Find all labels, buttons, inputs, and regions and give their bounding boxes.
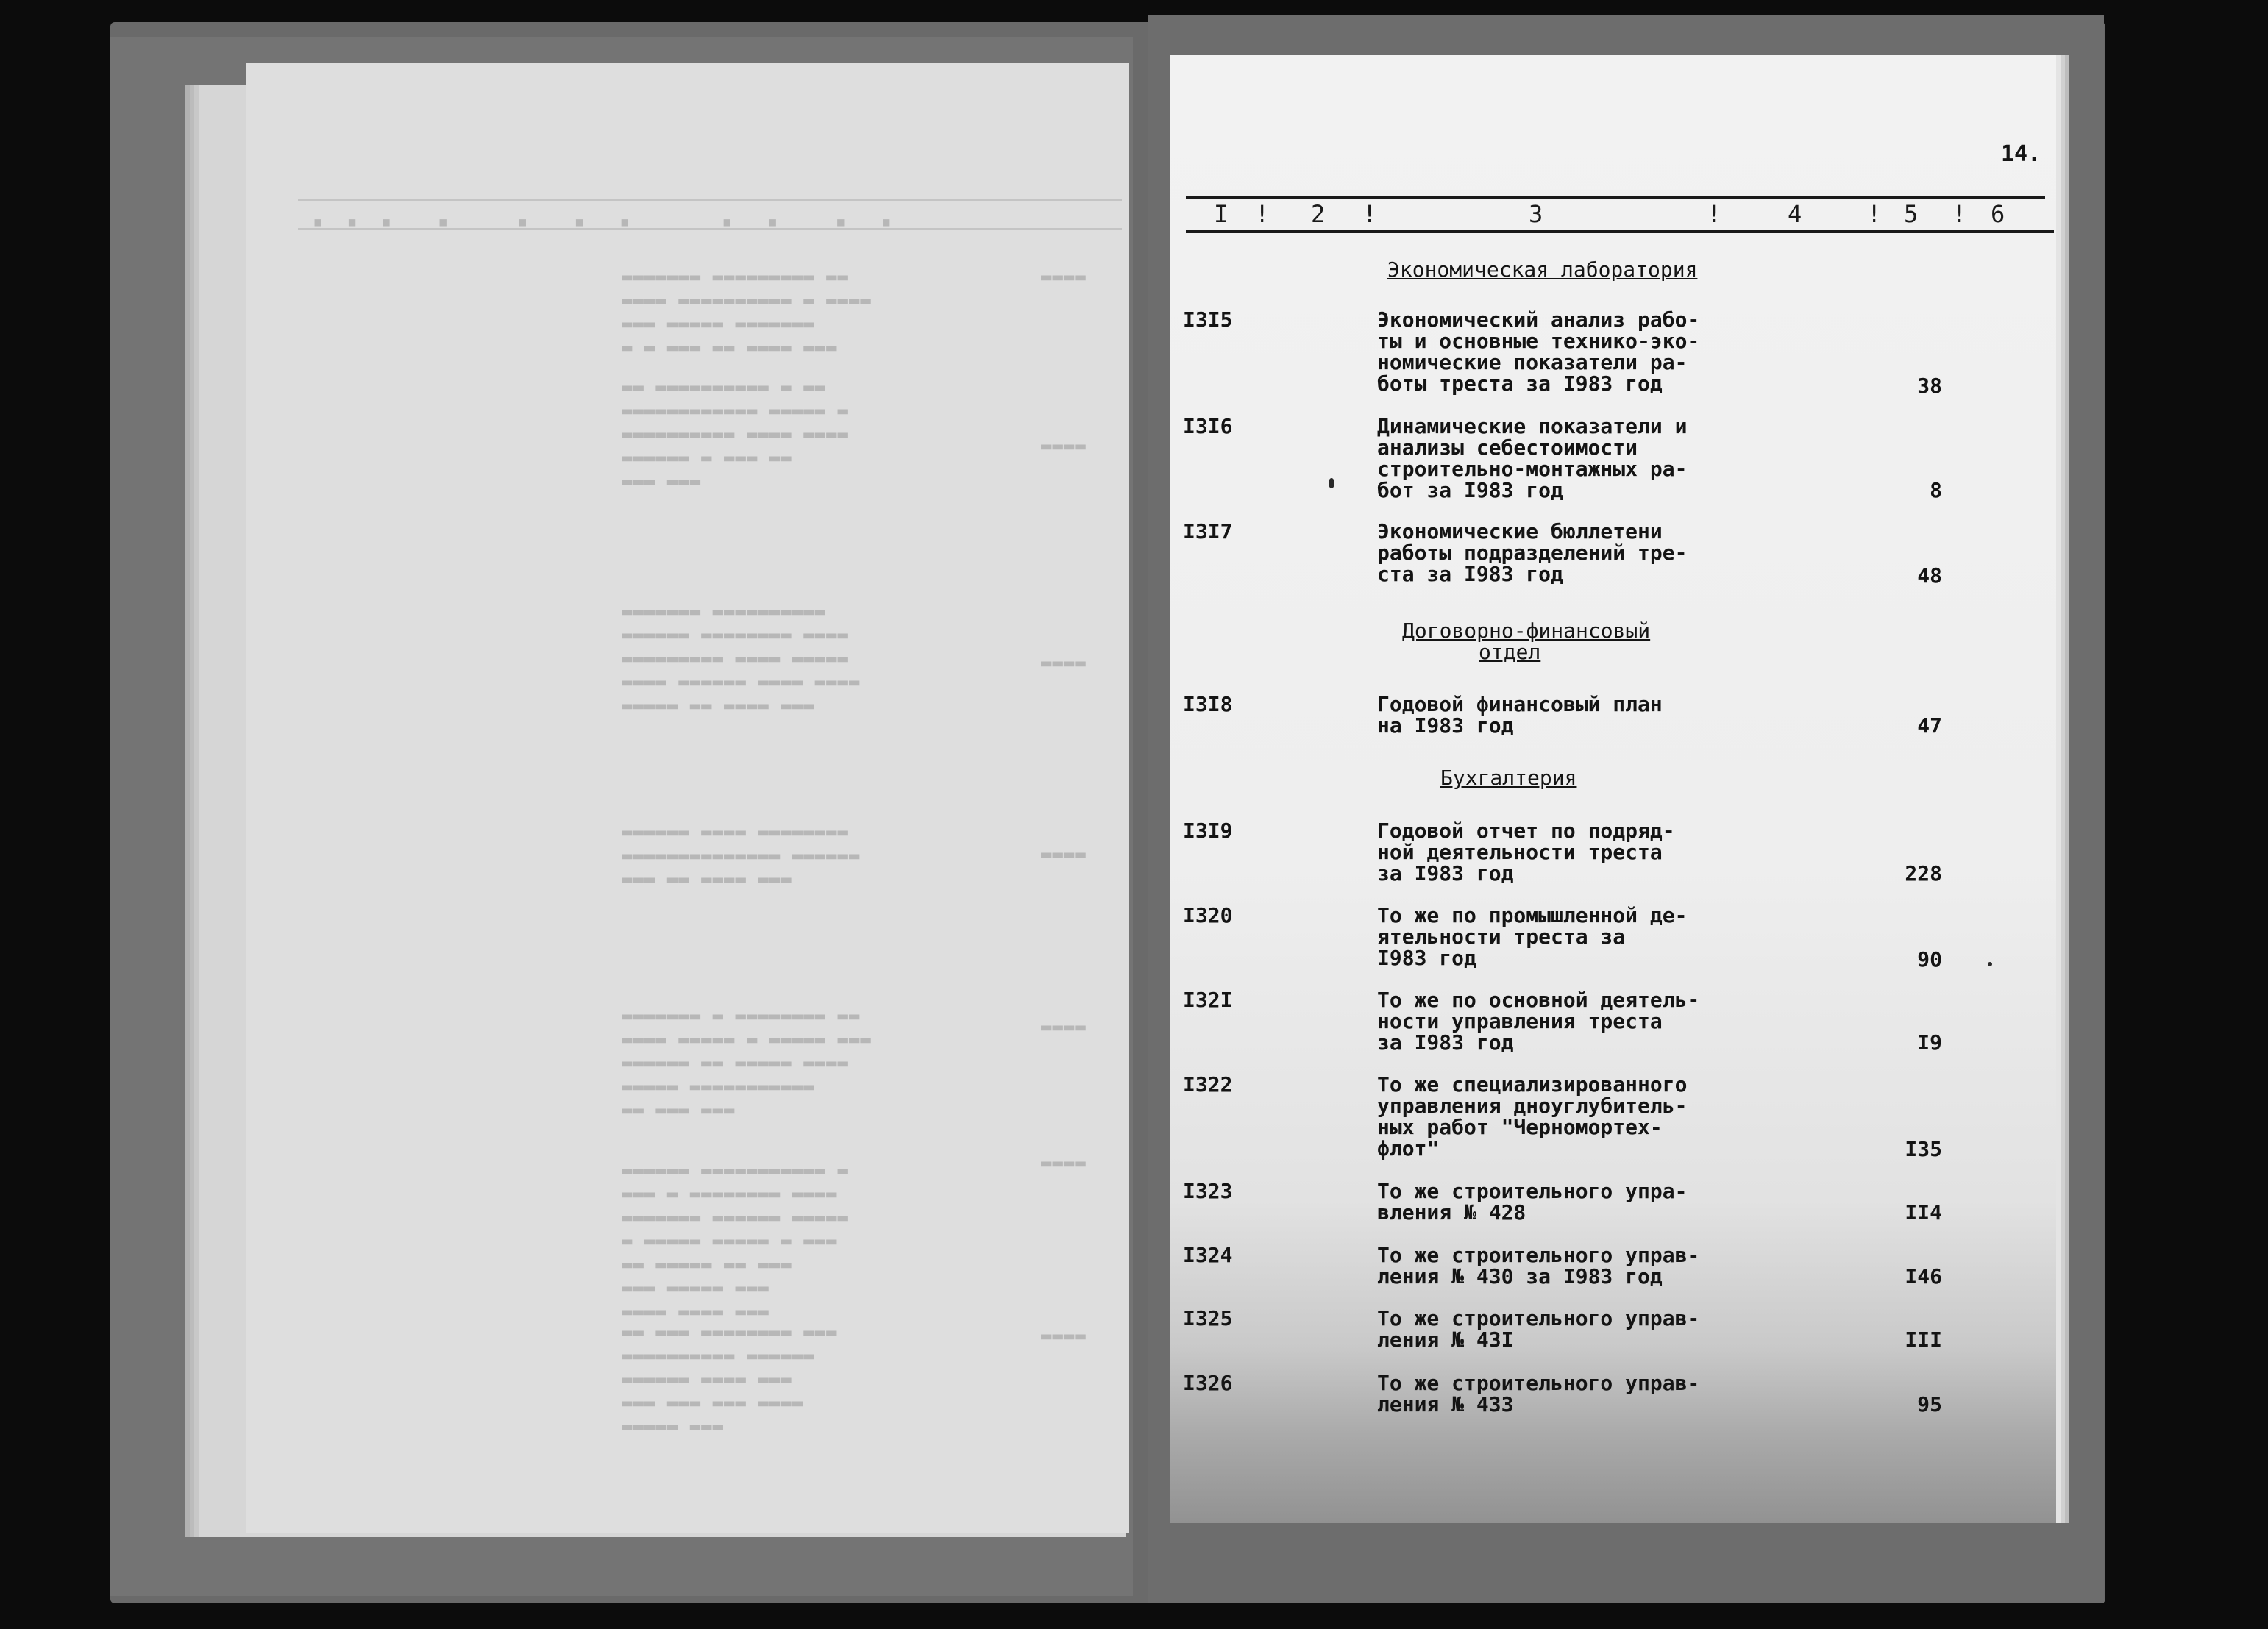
sheet-count: 95 bbox=[1917, 1392, 1942, 1416]
file-title-line: бот за I983 год bbox=[1377, 478, 1563, 502]
file-title-line: То же строительного управ- bbox=[1377, 1306, 1700, 1330]
file-title-line: Экономический анализ рабо- bbox=[1377, 307, 1700, 332]
file-title-line: То же по промышленной де- bbox=[1377, 903, 1688, 927]
column-separator: ! bbox=[1867, 200, 1882, 228]
left-ghost-numbers: ▬▬▬▬ bbox=[1041, 1325, 1087, 1346]
sheet-count: 48 bbox=[1917, 563, 1942, 588]
file-title-line: ления № 433 bbox=[1377, 1392, 1514, 1416]
left-ghost-block: ▬▬▬▬▬▬ ▬▬▬▬ ▬▬▬▬▬▬▬▬ ▬▬▬▬▬▬▬▬▬▬▬▬▬▬ ▬▬▬▬▬▬ ▬▬▬ ▬▬ ▬▬▬▬ ▬▬▬ bbox=[622, 821, 861, 889]
sheet-count: I9 bbox=[1917, 1030, 1942, 1055]
left-ghost-numbers: ▬▬▬▬ bbox=[1041, 844, 1087, 864]
section-title: Договорно-финансовый bbox=[1402, 619, 1651, 643]
file-title-line: ления № 43I bbox=[1377, 1327, 1514, 1352]
file-title-line: за I983 год bbox=[1377, 1030, 1514, 1055]
file-number: I324 bbox=[1183, 1243, 1233, 1267]
file-title-line: Годовой отчет по подряд- bbox=[1377, 819, 1675, 843]
file-number: I326 bbox=[1183, 1371, 1233, 1395]
file-title-line: То же строительного упра- bbox=[1377, 1179, 1688, 1203]
file-number: I3I9 bbox=[1183, 819, 1233, 843]
file-title-line: ления № 430 за I983 год bbox=[1377, 1264, 1663, 1288]
file-title-line: Годовой финансовый план bbox=[1377, 692, 1663, 716]
sheet-count: 47 bbox=[1917, 713, 1942, 738]
column-header-5: 5 bbox=[1904, 200, 1919, 228]
file-title-line: То же специализированного bbox=[1377, 1072, 1688, 1097]
file-title-line: номические показатели ра- bbox=[1377, 350, 1688, 374]
file-number: I322 bbox=[1183, 1072, 1233, 1097]
left-ghost-block: ▬▬▬▬▬▬▬ ▬▬▬▬▬▬▬▬▬ ▬▬ ▬▬▬▬ ▬▬▬▬▬▬▬▬▬▬ ▬ ▬▬▬▬ ▬▬▬ ▬▬▬▬▬ ▬▬▬▬▬▬▬ ▬ ▬ ▬▬▬ ▬▬ ▬▬▬▬ ▬▬▬ bbox=[622, 266, 872, 357]
file-title-line: на I983 год bbox=[1377, 713, 1514, 738]
file-title-line: I983 год bbox=[1377, 946, 1476, 970]
sheet-count: 228 bbox=[1905, 861, 1942, 885]
file-title-line: ной деятельности треста bbox=[1377, 840, 1663, 864]
file-number: I320 bbox=[1183, 903, 1233, 927]
file-title-line: ста за I983 год bbox=[1377, 562, 1563, 586]
file-number: I323 bbox=[1183, 1179, 1233, 1203]
column-header-6: 6 bbox=[1991, 200, 2005, 228]
ink-speck bbox=[1329, 478, 1334, 488]
column-header-2: 2 bbox=[1311, 200, 1326, 228]
left-ghost-numbers: ▬▬▬▬ bbox=[1041, 1016, 1087, 1037]
file-title-line: ных работ "Черномортех- bbox=[1377, 1115, 1663, 1139]
left-ghost-block: ▬▬ ▬▬▬▬▬▬▬▬▬▬ ▬ ▬▬ ▬▬▬▬▬▬▬▬▬▬▬▬ ▬▬▬▬▬ ▬ ▬▬▬▬▬▬▬▬▬▬ ▬▬▬▬ ▬▬▬▬ ▬▬▬▬▬▬ ▬ ▬▬▬ ▬▬ ▬▬▬ ▬▬▬ bbox=[622, 377, 849, 491]
file-number: I3I8 bbox=[1183, 692, 1233, 716]
file-title-line: То же по основной деятель- bbox=[1377, 988, 1700, 1012]
left-ghost-header: ▪ ▪ ▪ ▪ ▪ ▪ ▪ ▪ ▪ ▪ ▪ bbox=[313, 211, 892, 232]
left-ghost-block: ▬▬▬▬▬▬ ▬▬▬▬▬▬▬▬▬▬▬ ▬ ▬▬▬ ▬ ▬▬▬▬▬▬▬▬ ▬▬▬▬ ▬▬▬▬▬▬▬ ▬▬▬▬▬▬ ▬▬▬▬▬ ▬ ▬▬▬▬▬ ▬▬▬▬▬ ▬ ▬▬▬ ▬▬ ▬▬▬▬▬ ▬▬ ▬▬▬ ▬▬▬ ▬▬▬▬▬ ▬▬▬ ▬▬▬▬ ▬▬▬▬ ▬▬▬ bbox=[622, 1160, 849, 1322]
page-number: 14. bbox=[2001, 141, 2041, 167]
file-title-line: ности управления треста bbox=[1377, 1009, 1663, 1033]
left-ghost-numbers: ▬▬▬▬ bbox=[1041, 652, 1087, 673]
left-ghost-numbers: ▬▬▬▬ bbox=[1041, 1152, 1087, 1173]
sheet-count: III bbox=[1905, 1327, 1942, 1352]
left-ghost-numbers: ▬▬▬▬ bbox=[1041, 435, 1087, 456]
sheet-count: I35 bbox=[1905, 1137, 1942, 1161]
column-header-4: 4 bbox=[1788, 200, 1802, 228]
file-number: I32I bbox=[1183, 988, 1233, 1012]
sheet-count: 8 bbox=[1930, 478, 1942, 502]
column-separator: ! bbox=[1255, 200, 1270, 228]
left-ghost-block: ▬▬ ▬▬▬ ▬▬▬▬▬▬▬▬ ▬▬▬ ▬▬▬▬▬▬▬▬▬▬ ▬▬▬▬▬▬ ▬▬▬▬▬▬ ▬▬▬▬ ▬▬▬ ▬▬▬ ▬▬▬ ▬▬▬ ▬▬▬▬ ▬▬▬▬▬ ▬▬▬ bbox=[622, 1322, 838, 1436]
left-ghost-numbers: ▬▬▬▬ bbox=[1041, 266, 1087, 287]
sheet-count: II4 bbox=[1905, 1200, 1942, 1225]
file-title-line: То же строительного управ- bbox=[1377, 1243, 1700, 1267]
sheet-count: 90 bbox=[1917, 947, 1942, 972]
file-number: I3I7 bbox=[1183, 519, 1233, 543]
left-page bbox=[246, 63, 1129, 1533]
file-title-line: ты и основные технико-эко- bbox=[1377, 329, 1700, 353]
file-title-line: Динамические показатели и bbox=[1377, 414, 1688, 438]
file-number: I3I5 bbox=[1183, 307, 1233, 332]
file-title-line: Экономические бюллетени bbox=[1377, 519, 1663, 543]
left-ghost-block: ▬▬▬▬▬▬▬ ▬ ▬▬▬▬▬▬▬▬ ▬▬ ▬▬▬▬ ▬▬▬▬▬ ▬ ▬▬▬▬▬ ▬▬▬ ▬▬▬▬▬▬ ▬▬ ▬▬▬▬▬ ▬▬▬▬ ▬▬▬▬▬ ▬▬▬▬▬▬▬▬▬▬▬ ▬▬ ▬▬▬ ▬▬▬ bbox=[622, 1005, 872, 1120]
left-ghost-block: ▬▬▬▬▬▬▬ ▬▬▬▬▬▬▬▬▬▬ ▬▬▬▬▬▬ ▬▬▬▬▬▬▬▬ ▬▬▬▬ ▬▬▬▬▬▬▬▬▬ ▬▬▬▬ ▬▬▬▬▬ ▬▬▬▬ ▬▬▬▬▬▬ ▬▬▬▬ ▬▬▬▬ ▬▬▬▬▬ ▬▬ ▬▬▬▬ ▬▬▬ bbox=[622, 601, 861, 716]
file-title-line: строительно-монтажных ра- bbox=[1377, 457, 1688, 481]
file-title-line: флот" bbox=[1377, 1136, 1440, 1161]
file-number: I325 bbox=[1183, 1306, 1233, 1330]
column-separator: ! bbox=[1952, 200, 1967, 228]
section-title: Бухгалтерия bbox=[1440, 766, 1577, 790]
table-header-rule-bottom bbox=[1186, 230, 2054, 233]
section-title: Экономическая лаборатория bbox=[1387, 257, 1698, 282]
file-title-line: за I983 год bbox=[1377, 861, 1514, 885]
file-title-line: анализы себестоимости bbox=[1377, 435, 1638, 460]
sheet-count: I46 bbox=[1905, 1264, 1942, 1288]
ink-speck bbox=[1988, 962, 1992, 966]
section-title: отдел bbox=[1479, 640, 1541, 664]
column-separator: ! bbox=[1362, 200, 1377, 228]
column-separator: ! bbox=[1707, 200, 1721, 228]
file-title-line: То же строительного управ- bbox=[1377, 1371, 1700, 1395]
file-number: I3I6 bbox=[1183, 414, 1233, 438]
column-header-3: 3 bbox=[1529, 200, 1543, 228]
file-title-line: ятельности треста за bbox=[1377, 924, 1626, 949]
sheet-count: 38 bbox=[1917, 374, 1942, 398]
file-title-line: работы подразделений тре- bbox=[1377, 541, 1688, 565]
table-header-rule-top bbox=[1186, 196, 2045, 199]
file-title-line: управления дноуглубитель- bbox=[1377, 1094, 1688, 1118]
file-title-line: вления № 428 bbox=[1377, 1200, 1526, 1225]
column-header-1: I bbox=[1214, 200, 1229, 228]
file-title-line: боты треста за I983 год bbox=[1377, 371, 1663, 396]
left-ghost-rule bbox=[298, 199, 1122, 201]
